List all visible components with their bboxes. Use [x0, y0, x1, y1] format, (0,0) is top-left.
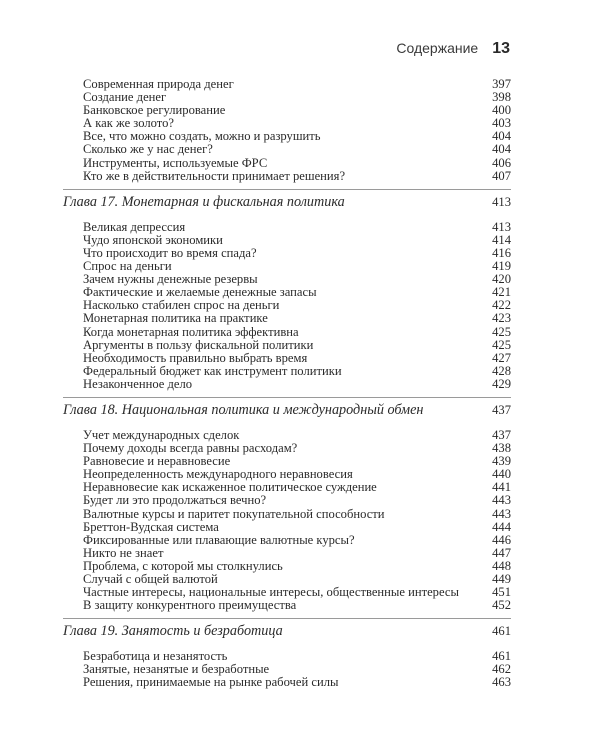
toc-entry-title: Сколько же у нас денег? [83, 142, 213, 157]
toc-entry-title: Проблема, с которой мы столкнулись [83, 558, 283, 573]
toc-entry-page: 452 [492, 598, 511, 613]
toc-entry-title: Необходимость правильно выбрать время [83, 350, 308, 365]
toc-entry-page: 438 [492, 441, 511, 456]
toc-entry-title: Создание денег [83, 90, 167, 105]
toc-entry-title: Незаконченное дело [83, 376, 193, 391]
toc-entry-page: 406 [492, 155, 511, 170]
toc-entry-page: 404 [492, 129, 511, 144]
toc-entry-title: Случай с общей валютой [83, 572, 218, 586]
toc-entry-page: 425 [492, 337, 511, 352]
chapter-heading [63, 397, 511, 424]
toc-entry-page: 461 [492, 649, 511, 664]
toc-entry [63, 221, 511, 234]
toc-entry-title: Равновесие и неравновесие [83, 454, 231, 469]
toc-entry-title: Насколько стабилен спрос на деньги [83, 298, 280, 313]
toc-entry-page: 421 [492, 285, 511, 300]
section-title: Содержание [396, 40, 479, 56]
toc-entry-title: Банковское регулирование [83, 103, 226, 118]
toc-entry-title: Чудо японской экономики [83, 232, 223, 247]
toc-entry-title: Почему доходы всегда равны расходам? [83, 441, 298, 456]
toc-entry-title: Безработица и незанятость [83, 649, 228, 664]
toc-entry-page: 462 [492, 662, 511, 677]
chapter-heading [63, 618, 511, 645]
toc-entry-title: Инструменты, используемые ФРС [83, 155, 268, 170]
toc-entry [63, 157, 511, 170]
toc-entry [63, 534, 511, 547]
toc-entry-title: Что происходит во время спада? [83, 245, 257, 260]
page-number: 13 [492, 40, 510, 57]
toc-entry [63, 494, 511, 507]
chapter-heading [63, 189, 511, 216]
toc-entry-page: 398 [492, 90, 511, 105]
toc-entry-title: Современная природа денег [83, 77, 234, 91]
toc-entry-title: Великая депрессия [83, 219, 186, 234]
chapter-page: 413 [492, 194, 511, 209]
toc-entry-title: Будет ли это продолжаться вечно? [83, 493, 267, 508]
toc-entry-title: Фактические и желаемые денежные запасы [83, 285, 317, 300]
toc-entry-title: А как же золото? [83, 116, 174, 131]
toc-entry-page: 451 [492, 585, 511, 600]
toc-entry [63, 339, 511, 352]
toc-entry-page: 413 [492, 219, 511, 234]
toc-entry-title: Учет международных сделок [83, 427, 240, 442]
toc-entry-title: Спрос на деньги [83, 259, 172, 274]
toc-entry-page: 443 [492, 493, 511, 508]
toc-entry-page: 447 [492, 545, 511, 560]
toc-entry [63, 143, 511, 156]
table-of-contents [63, 78, 511, 690]
toc-entry-page: 463 [492, 675, 511, 690]
chapter-page: 461 [492, 624, 511, 639]
toc-entry-page: 420 [492, 272, 511, 287]
toc-entry [63, 508, 511, 521]
toc-entry-title: Кто же в действительности принимает решения? [83, 168, 346, 183]
toc-entry-page: 443 [492, 506, 511, 521]
toc-entry [63, 326, 511, 339]
toc-entry [63, 378, 511, 391]
toc-entry [63, 521, 511, 534]
toc-entry [63, 599, 511, 612]
toc-entry-page: 414 [492, 232, 511, 247]
toc-entry-title: Бреттон-Вудская система [83, 519, 219, 534]
toc-entry-title: Неопределенность международного неравновесия [83, 467, 353, 482]
toc-entry-page: 422 [492, 298, 511, 313]
toc-entry [63, 676, 511, 689]
toc-entry-title: Валютные курсы и паритет покупательной способности [83, 506, 385, 521]
toc-entry-page: 427 [492, 350, 511, 365]
toc-entry [63, 352, 511, 365]
toc-entry-title: Фиксированные или плавающие валютные курсы? [83, 532, 355, 547]
toc-entry [63, 234, 511, 247]
toc-entry-page: 437 [492, 427, 511, 442]
toc-entry-title: Никто не знает [83, 545, 164, 560]
toc-entry-title: Частные интересы, национальные интересы, общественные интересы [83, 585, 459, 600]
toc-entry-title: Решения, принимаемые на рынке рабочей силы [83, 675, 339, 690]
toc-entry-page: 440 [492, 467, 511, 482]
toc-entry-page: 397 [492, 77, 511, 91]
toc-entry-title: Неравновесие как искаженное политическое суждение [83, 480, 377, 495]
toc-entry-page: 439 [492, 454, 511, 469]
toc-entry-page: 407 [492, 168, 511, 183]
toc-entry-title: В защиту конкурентного преимущества [83, 598, 297, 613]
toc-entry [63, 170, 511, 183]
chapter-title: Глава 17. Монетарная и фискальная политика [63, 193, 345, 210]
toc-entry-title: Монетарная политика на практике [83, 311, 268, 326]
toc-entry-page: 404 [492, 142, 511, 157]
toc-entry-title: Занятые, незанятые и безработные [83, 662, 270, 677]
toc-entry-page: 423 [492, 311, 511, 326]
chapter-page: 437 [492, 402, 511, 417]
toc-entry-title: Когда монетарная политика эффективна [83, 324, 299, 339]
toc-entry-page: 419 [492, 259, 511, 274]
toc-entry-title: Аргументы в пользу фискальной политики [83, 337, 314, 352]
chapter-title: Глава 19. Занятость и безработица [63, 623, 283, 640]
toc-entry-page: 441 [492, 480, 511, 495]
toc-entry [63, 365, 511, 378]
running-header [396, 40, 510, 58]
toc-entry-title: Зачем нужны денежные резервы [83, 272, 258, 287]
toc-entry-page: 403 [492, 116, 511, 131]
toc-entry-page: 400 [492, 103, 511, 118]
toc-entry-page: 449 [492, 572, 511, 586]
toc-entry-page: 416 [492, 245, 511, 260]
toc-entry-page: 444 [492, 519, 511, 534]
toc-entry-title: Все, что можно создать, можно и разрушить [83, 129, 321, 144]
toc-entry [63, 547, 511, 560]
toc-entry-page: 448 [492, 558, 511, 573]
toc-entry-page: 425 [492, 324, 511, 339]
chapter-title: Глава 18. Национальная политика и международный обмен [63, 401, 424, 418]
toc-entry-page: 429 [492, 376, 511, 391]
toc-entry [63, 312, 511, 325]
toc-entry-page: 446 [492, 532, 511, 547]
toc-entry-page: 428 [492, 363, 511, 378]
toc-entry-title: Федеральный бюджет как инструмент политики [83, 363, 342, 378]
